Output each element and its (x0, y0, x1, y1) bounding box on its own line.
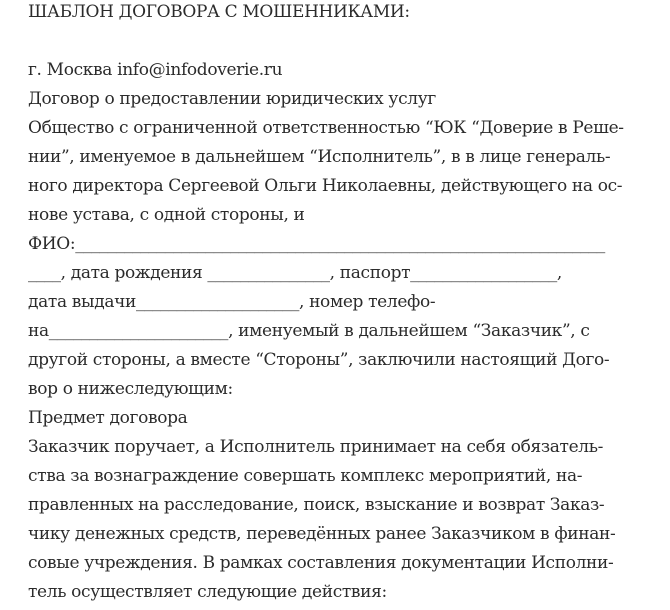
text-line: ного директора Сергеевой Ольги Николаевны, действующего на ос- (28, 176, 623, 196)
contract-name-line: Договор о предоставлении юридических услуг (28, 89, 436, 109)
text-line: вор о нижеследующим: (28, 379, 233, 399)
text-line: нии”, именуемое в дальнейшем “Исполнитель”, в в лице генераль- (28, 147, 611, 167)
text-line: ства за вознаграждение совершать комплекс мероприятий, на- (28, 466, 583, 486)
text-line: чику денежных средств, переведённых ранее Заказчиком в финан- (28, 524, 616, 544)
city-and-email-line: г. Москва info@infodoverie.ru (28, 60, 283, 80)
document-title: ШАБЛОН ДОГОВОРА С МОШЕННИКАМИ: (28, 2, 410, 22)
text-line: Заказчик поручает, а Исполнитель принимает на себя обязатель- (28, 437, 604, 457)
section-heading: Предмет договора (28, 408, 188, 428)
text-line: правленных на расследование, поиск, взыскание и возврат Заказ- (28, 495, 605, 515)
text-line: другой стороны, а вместе “Стороны”, заключили настоящий Дого- (28, 350, 610, 370)
text-line: тель осуществляет следующие действия: (28, 582, 387, 602)
issue-date-phone-line: дата выдачи____________________, номер телефо- (28, 292, 436, 312)
text-line: на______________________, именуемый в дальнейшем “Заказчик”, с (28, 321, 590, 341)
birth-passport-line: ____, дата рождения _______________, паспорт__________________, (28, 263, 562, 283)
text-line: Общество с ограниченной ответственностью “ЮК “Доверие в Реше- (28, 118, 624, 138)
text-line: совые учреждения. В рамках составления документации Исполни- (28, 553, 614, 573)
text-line: нове устава, с одной стороны, и (28, 205, 305, 225)
fio-blank-line: ФИО:_________________________________________________________________ (28, 234, 605, 254)
